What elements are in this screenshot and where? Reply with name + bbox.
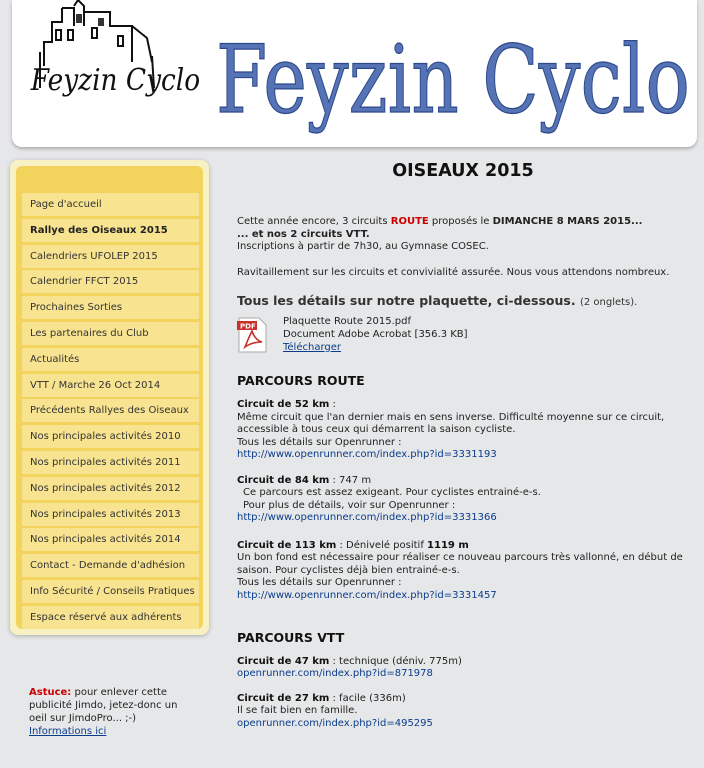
sidebar-item[interactable]: Page d'accueil xyxy=(22,193,199,216)
sidebar-item[interactable]: Les partenaires du Club xyxy=(22,322,199,345)
circuit-title: Circuit de 113 km xyxy=(237,539,337,551)
openrunner-link[interactable]: http://www.openrunner.com/index.php?id=3331193 xyxy=(237,449,497,460)
circuit-title: Circuit de 52 km xyxy=(237,399,330,410)
file-name: Plaquette Route 2015.pdf xyxy=(283,315,411,327)
sidebar-item[interactable]: Contact - Demande d'adhésion xyxy=(22,554,199,577)
sidebar-item[interactable]: Espace réservé aux adhérents xyxy=(22,606,199,629)
intro-part: Cette année encore, 3 circuits xyxy=(237,216,391,227)
circuit-title: Circuit de 84 km xyxy=(237,474,330,486)
astuce-label: Astuce: xyxy=(29,687,72,698)
svg-text:Feyzin Cyclo: Feyzin Cyclo xyxy=(216,26,690,135)
circuit-suffix: : 747 m xyxy=(329,474,372,486)
svg-text:PDF: PDF xyxy=(240,322,256,330)
info-link[interactable]: Informations ici xyxy=(29,726,107,737)
sidebar-item[interactable]: Nos principales activités 2014 xyxy=(22,528,199,551)
route-highlight: ROUTE xyxy=(390,216,429,227)
sidebar-item[interactable]: Calendriers UFOLEP 2015 xyxy=(22,245,199,268)
sidebar-item[interactable]: Info Sécurité / Conseils Pratiques xyxy=(22,580,199,603)
sidebar-nav xyxy=(10,160,209,635)
svg-text:Feyzin Cyclo: Feyzin Cyclo xyxy=(30,62,201,98)
sidebar-item[interactable]: Nos principales activités 2012 xyxy=(22,477,199,500)
sidebar-item[interactable]: Actualités xyxy=(22,348,199,371)
openrunner-link[interactable]: http://www.openrunner.com/index.php?id=3331366 xyxy=(237,512,497,523)
circuit-suffix: : xyxy=(329,399,336,410)
tabs-note: (2 onglets). xyxy=(579,297,638,308)
sidebar-menu xyxy=(16,166,203,629)
sidebar-item[interactable]: Rallye des Oiseaux 2015 xyxy=(22,219,199,242)
circuit-title: Circuit de 27 km xyxy=(237,692,330,704)
circuit-suffix: : technique (déniv. 775m) xyxy=(329,655,462,667)
intro-part: proposés le xyxy=(428,216,493,227)
circuit-desc: Ce parcours est assez exigeant. Pour cyclistes entrainé-e-s. xyxy=(243,487,541,498)
vtt-circuit-47 xyxy=(237,656,689,681)
download-link[interactable]: Télécharger xyxy=(283,341,342,353)
circuit-suffix: : facile (336m) xyxy=(329,692,406,704)
route-circuit-52 xyxy=(237,399,689,462)
elevation: 1119 m xyxy=(427,539,469,551)
circuit-desc: Tous les détails sur Openrunner : xyxy=(237,436,402,448)
route-circuit-113 xyxy=(237,540,689,603)
pdf-download xyxy=(237,315,689,357)
sidebar-item[interactable]: Nos principales activités 2013 xyxy=(22,503,199,526)
astuce-text: pour enlever cette publicité Jimdo, jetez-donc un oeil sur JimdoPro... ;-) xyxy=(29,687,178,724)
sidebar-item[interactable]: VTT / Marche 26 Oct 2014 xyxy=(22,374,199,397)
openrunner-link[interactable]: openrunner.com/index.php?id=495295 xyxy=(237,717,433,729)
sidebar-item[interactable]: Calendrier FFCT 2015 xyxy=(22,270,199,293)
site-title-banner xyxy=(212,0,697,147)
sidebar-item[interactable]: Nos principales activités 2011 xyxy=(22,451,199,474)
site-header xyxy=(12,0,697,147)
registration-info: Inscriptions à partir de 7h30, au Gymnase COSEC. xyxy=(237,241,489,252)
circuit-desc: Même circuit que l'an dernier mais en sens inverse. Difficulté moyenne sur ce circuit, accessible à tous ceux qui démarrent la saison cycliste. xyxy=(237,411,665,435)
event-date: DIMANCHE 8 MARS 2015... xyxy=(492,216,643,227)
page-title: OISEAUX 2015 xyxy=(392,161,534,181)
route-heading: PARCOURS ROUTE xyxy=(237,372,365,388)
club-logo[interactable] xyxy=(22,2,162,140)
circuit-suffix: : Dénivelé positif xyxy=(336,539,428,551)
intro-text xyxy=(237,216,689,254)
circuit-desc: Il se fait bien en famille. xyxy=(237,705,358,716)
circuit-desc: Pour plus de détails, voir sur Openrunner : xyxy=(243,499,456,511)
openrunner-link[interactable]: http://www.openrunner.com/index.php?id=3331457 xyxy=(237,589,497,601)
sidebar-item[interactable]: Prochaines Sorties xyxy=(22,296,199,319)
vtt-highlight: 2 circuits VTT. xyxy=(290,228,370,240)
circuit-title: Circuit de 47 km xyxy=(237,655,330,667)
openrunner-link[interactable]: openrunner.com/index.php?id=871978 xyxy=(237,668,433,679)
supply-info: Ravitaillement sur les circuits et convivialité assurée. Nous vous attendons nombreux. xyxy=(237,266,670,278)
brochure-heading xyxy=(237,295,689,310)
circuit-desc: Tous les détails sur Openrunner : xyxy=(237,577,402,588)
sidebar-item[interactable]: Précédents Rallyes des Oiseaux xyxy=(22,399,199,422)
pdf-file-icon[interactable] xyxy=(237,317,267,353)
route-circuit-84 xyxy=(237,475,689,525)
file-type: Document Adobe Acrobat [356.3 KB] xyxy=(283,328,468,340)
details-heading-text: Tous les détails sur notre plaquette, ci-dessous. xyxy=(237,293,576,308)
intro-part: ... et nos xyxy=(237,228,291,240)
download-info xyxy=(283,315,468,354)
vtt-heading: PARCOURS VTT xyxy=(237,630,345,645)
jimdo-promo xyxy=(29,686,189,738)
vtt-circuit-27 xyxy=(237,693,689,731)
main-content xyxy=(237,160,689,730)
sidebar-item[interactable]: Nos principales activités 2010 xyxy=(22,425,199,448)
circuit-desc: Un bon fond est nécessaire pour réaliser ce nouveau parcours très vallonné, en début de saison. Pour cyclistes déjà bien entrainé-e-s. xyxy=(237,552,683,576)
